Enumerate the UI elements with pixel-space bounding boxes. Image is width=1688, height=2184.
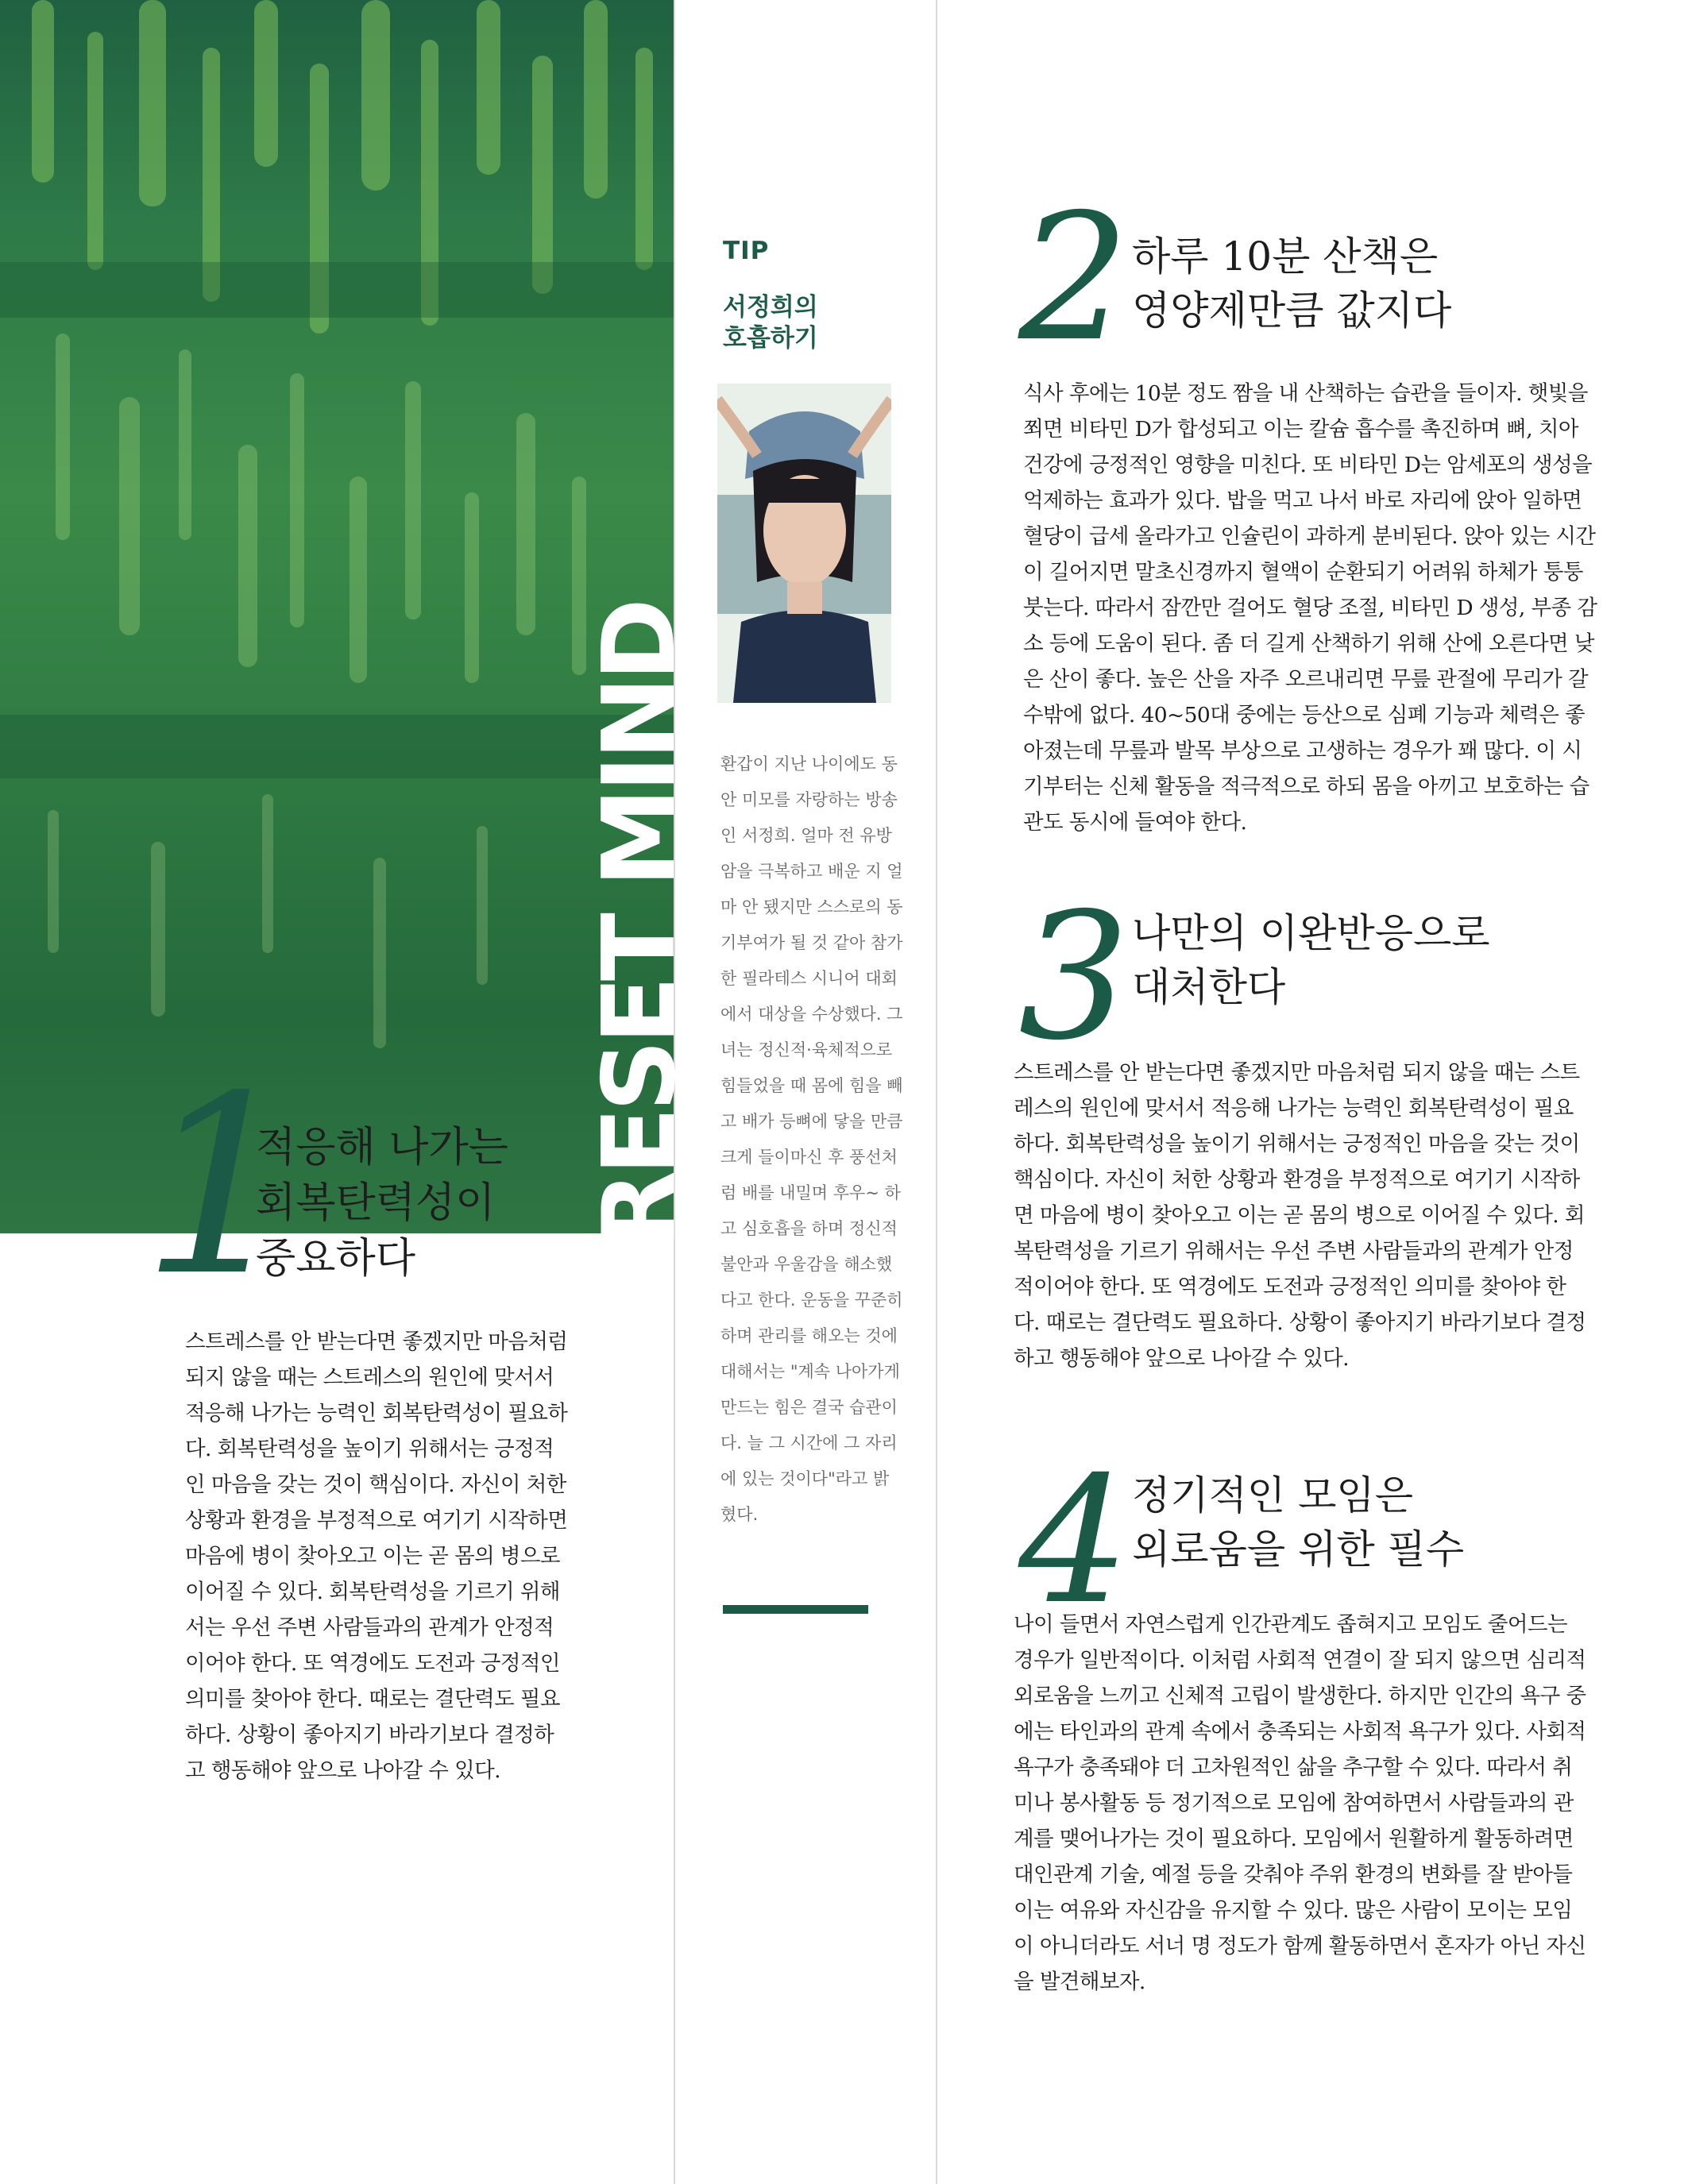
section-body-1: 스트레스를 안 받는다면 좋겠지만 마음처럼 되지 않을 때는 스트레스의 원인에 맞서서 적응해 나가는 능력인 회복탄력성이 필요하다. 회복탄력성을 높이기 위해서는 긍정적인 마음을 갖는 것이 핵심이다. 자신이 처한 상황과 환경을 부정적으로 여기기 시작하면 마음에 병이 찾아오고 이는 곧 몸의 병으로 이어질 수 있다. 회복탄력성을 기르기 위해서는 우선 주변 사람들과의 관계가 안정적이어야 한다. 또 역경에도 도전과 긍정적인 의미를 찾아야 한다. 때로는 결단력도 필요하다. 상황이 좋아지기 바라기보다 결정하고 행동해야 앞으로 나아갈 수 있다.: [185, 1329, 568, 1783]
section-number-3: 3: [1018, 875, 1130, 1078]
section-body-2: 식사 후에는 10분 정도 짬을 내 산책하는 습관을 들이자. 햇빛을 쬐면 비타민 D가 합성되고 이는 칼슘 흡수를 촉진하며 뼈, 치아 건강에 긍정적인 영향을 미친다. 또 비타민 D는 암세포의 생성을 억제하는 효과가 있다. 밥을 먹고 나서 바로 자리에 앉아 일하면 혈당이 급세 올라가고 인슐린이 과하게 분비된다. 앉아 있는 시간이 길어지면 말초신경까지 혈액이 순환되기 어려워 하체가 퉁퉁 붓는다. 따라서 잠깐만 걸어도 혈당 조절, 비타민 D 생성, 부종 감소 등에 도움이 된다. 좀 더 길게 산책하기 위해 산에 오른다면 낮은 산이 좋다. 높은 산을 자주 오르내리면 무릎 관절에 무리가 갈 수밖에 없다. 40~50대 중에는 등산으로 심폐 기능과 체력은 좋아졌는데 무릎과 발목 부상으로 고생하는 경우가 꽤 많다. 이 시기부터는 신체 활동을 적극적으로 하되 몸을 아끼고 보호하는 습관도 동시에 들여야 한다.: [1023, 381, 1597, 835]
tip-accent-bar: [723, 1605, 868, 1614]
section-body-3: 스트레스를 안 받는다면 좋겠지만 마음처럼 되지 않을 때는 스트레스의 원인에 맞서서 적응해 나가는 능력인 회복탄력성이 필요하다. 회복탄력성을 높이기 위해서는 긍정적인 마음을 갖는 것이 핵심이다. 자신이 처한 상황과 환경을 부정적으로 여기기 시작하면 마음에 병이 찾아오고 이는 곧 몸의 병으로 이어질 수 있다. 회복탄력성을 기르기 위해서는 우선 주변 사람들과의 관계가 안정적이어야 한다. 또 역경에도 도전과 긍정적인 의미를 찾아야 한다. 때로는 결단력도 필요하다. 상황이 좋아지기 바라기보다 결정하고 행동해야 앞으로 나아갈 수 있다.: [1014, 1060, 1586, 1371]
tip-label: TIP: [723, 237, 770, 265]
section-title-3: 나만의 이완반응으로 대처한다: [1132, 910, 1490, 1010]
section-body-4: 나이 들면서 자연스럽게 인간관계도 좁혀지고 모임도 줄어드는 경우가 일반적이다. 이처럼 사회적 연결이 잘 되지 않으면 심리적 외로움을 느끼고 신체적 고립이 발생한다. 하지만 인간의 욕구 중에는 타인과의 관계 속에서 충족되는 사회적 욕구가 있다. 사회적 욕구가 충족돼야 더 고차원적인 삶을 추구할 수 있다. 따라서 취미나 봉사활동 등 정기적으로 모임에 참여하면서 사람들과의 관계를 맺어나가는 것이 필요하다. 모임에서 원활하게 활동하려면 대인관계 기술, 예절 등을 갖춰야 주위 환경의 변화를 잘 받아들이는 여유와 자신감을 유지할 수 있다. 많은 사람이 모이는 모임이 아니더라도 서너 명 정도가 함께 활동하면서 혼자가 아닌 자신을 발견해보자.: [1014, 1612, 1586, 1994]
forest-reflection-photo: [0, 0, 674, 1233]
portrait-photo: [717, 384, 891, 703]
section-title-1: 적응해 나가는 회복탄력성이 중요하다: [256, 1124, 508, 1283]
section-title-2: 하루 10분 산책은 영양제만큼 값지다: [1132, 233, 1452, 334]
section-number-1: 1: [141, 1044, 299, 1330]
section-number-2: 2: [1018, 176, 1130, 380]
section-number-4: 4: [1018, 1439, 1130, 1642]
column-divider: [936, 0, 937, 2184]
section-title-4: 정기적인 모임은 외로움을 위한 필수: [1132, 1472, 1465, 1572]
tip-body: 환갑이 지난 나이에도 동안 미모를 자랑하는 방송인 서정희. 얼마 전 유방암을 극복하고 배운 지 얼마 안 됐지만 스스로의 동기부여가 될 것 같아 참가한 필라테스 시니어 대회에서 대상을 수상했다. 그녀는 정신적·육체적으로 힘들었을 때 몸에 힘을 빼고 배가 등뼈에 닿을 만큼 크게 들이마신 후 풍선처럼 배를 내밀며 후우~ 하고 심호흡을 하며 정신적 불안과 우울감을 해소했다고 한다. 운동을 꾸준히 하며 관리를 해오는 것에 대해서는 "계속 나아가게 만드는 힘은 결국 습관이다. 늘 그 시간에 그 자리에 있는 것이다"라고 밝혔다.: [720, 754, 903, 1524]
tip-heading: 서정희의 호흡하기: [723, 293, 818, 353]
vertical-title: RESET MIND: [581, 602, 697, 1248]
